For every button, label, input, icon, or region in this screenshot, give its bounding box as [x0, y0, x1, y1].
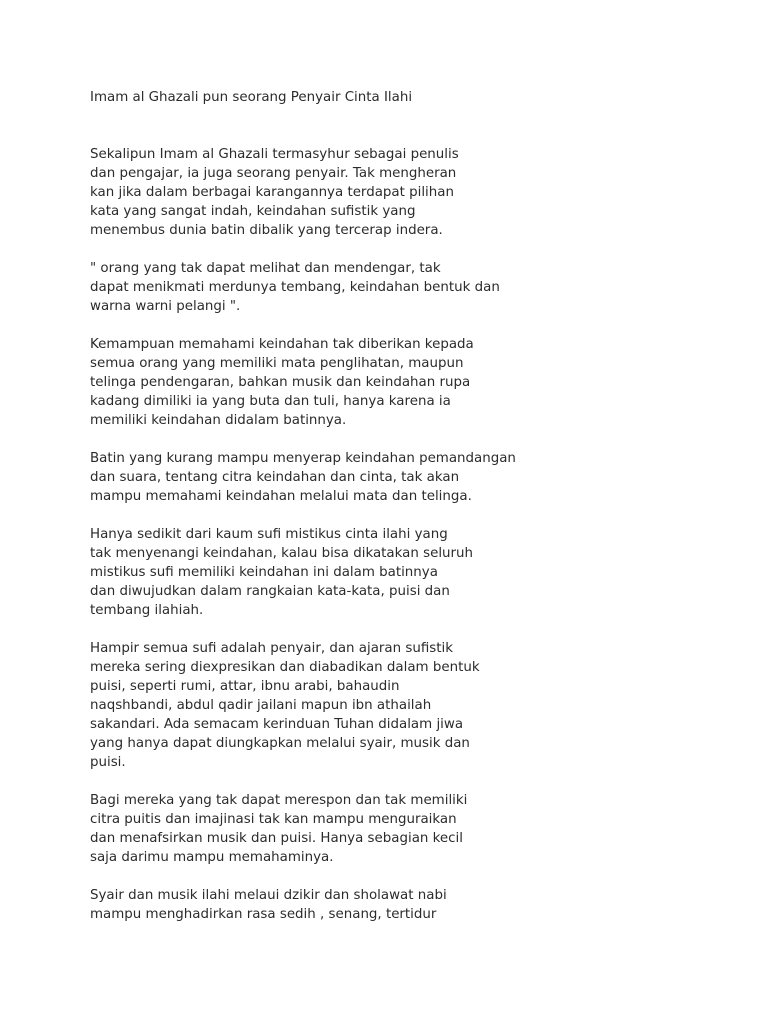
paragraph-line: telinga pendengaran, bahkan musik dan keindahan rupa — [90, 375, 471, 390]
paragraph-line: saja darimu mampu memahaminya. — [90, 850, 334, 865]
paragraph-line: dapat menikmati merdunya tembang, keindahan bentuk dan — [90, 280, 500, 295]
paragraph-line: naqshbandi, abdul qadir jailani mapun ibn athailah — [90, 698, 432, 713]
paragraph-line: tembang ilahiah. — [90, 603, 204, 618]
paragraph-list — [90, 145, 710, 924]
paragraph — [90, 525, 710, 620]
paragraph-line: tak menyenangi keindahan, kalau bisa dikatakan seluruh — [90, 546, 473, 561]
paragraph-line: memiliki keindahan didalam batinnya. — [90, 413, 347, 428]
paragraph — [90, 791, 710, 867]
paragraph — [90, 886, 710, 924]
paragraph-line: puisi. — [90, 755, 126, 770]
paragraph-line: mistikus sufi memiliki keindahan ini dalam batinnya — [90, 565, 438, 580]
paragraph-line: Bagi mereka yang tak dapat merespon dan tak memiliki — [90, 793, 468, 808]
paragraph-line: dan diwujudkan dalam rangkaian kata-kata, puisi dan — [90, 584, 450, 599]
paragraph-line: semua orang yang memiliki mata penglihatan, maupun — [90, 356, 464, 371]
paragraph — [90, 449, 710, 506]
paragraph-line: puisi, seperti rumi, attar, ibnu arabi, bahaudin — [90, 679, 400, 694]
paragraph-line: dan menafsirkan musik dan puisi. Hanya sebagian kecil — [90, 831, 463, 846]
paragraph-line: warna warni pelangi ". — [90, 299, 241, 314]
paragraph-line: Hanya sedikit dari kaum sufi mistikus cinta ilahi yang — [90, 527, 448, 542]
paragraph-line: Sekalipun Imam al Ghazali termasyhur sebagai penulis — [90, 147, 459, 162]
paragraph-line: Hampir semua sufi adalah penyair, dan ajaran sufistik — [90, 641, 453, 656]
paragraph-line: dan pengajar, ia juga seorang penyair. Tak mengheran — [90, 166, 457, 181]
paragraph-line: kan jika dalam berbagai karangannya terdapat pilihan — [90, 185, 454, 200]
paragraph — [90, 259, 710, 316]
document-title: Imam al Ghazali pun seorang Penyair Cinta Ilahi — [90, 90, 413, 105]
paragraph-line: mampu menghadirkan rasa sedih , senang, tertidur — [90, 907, 437, 922]
paragraph-line: citra puitis dan imajinasi tak kan mampu menguraikan — [90, 812, 457, 827]
paragraph-line: Syair dan musik ilahi melaui dzikir dan sholawat nabi — [90, 888, 447, 903]
paragraph-line: mereka sering diexpresikan dan diabadikan dalam bentuk — [90, 660, 480, 675]
paragraph-line: Batin yang kurang mampu menyerap keindahan pemandangan — [90, 451, 516, 466]
paragraph-line: yang hanya dapat diungkapkan melalui syair, musik dan — [90, 736, 470, 751]
paragraph — [90, 335, 710, 430]
document-body — [90, 88, 710, 943]
paragraph-line: sakandari. Ada semacam kerinduan Tuhan didalam jiwa — [90, 717, 464, 732]
paragraph-line: mampu memahami keindahan melalui mata dan telinga. — [90, 489, 472, 504]
paragraph-line: menembus dunia batin dibalik yang tercerap indera. — [90, 223, 443, 238]
paragraph-line: dan suara, tentang citra keindahan dan cinta, tak akan — [90, 470, 460, 485]
paragraph — [90, 145, 710, 240]
paragraph-line: kadang dimiliki ia yang buta dan tuli, hanya karena ia — [90, 394, 451, 409]
paragraph — [90, 639, 710, 772]
paragraph-line: Kemampuan memahami keindahan tak diberikan kepada — [90, 337, 474, 352]
paragraph-line: " orang yang tak dapat melihat dan mendengar, tak — [90, 261, 441, 276]
paragraph-line: kata yang sangat indah, keindahan sufistik yang — [90, 204, 416, 219]
